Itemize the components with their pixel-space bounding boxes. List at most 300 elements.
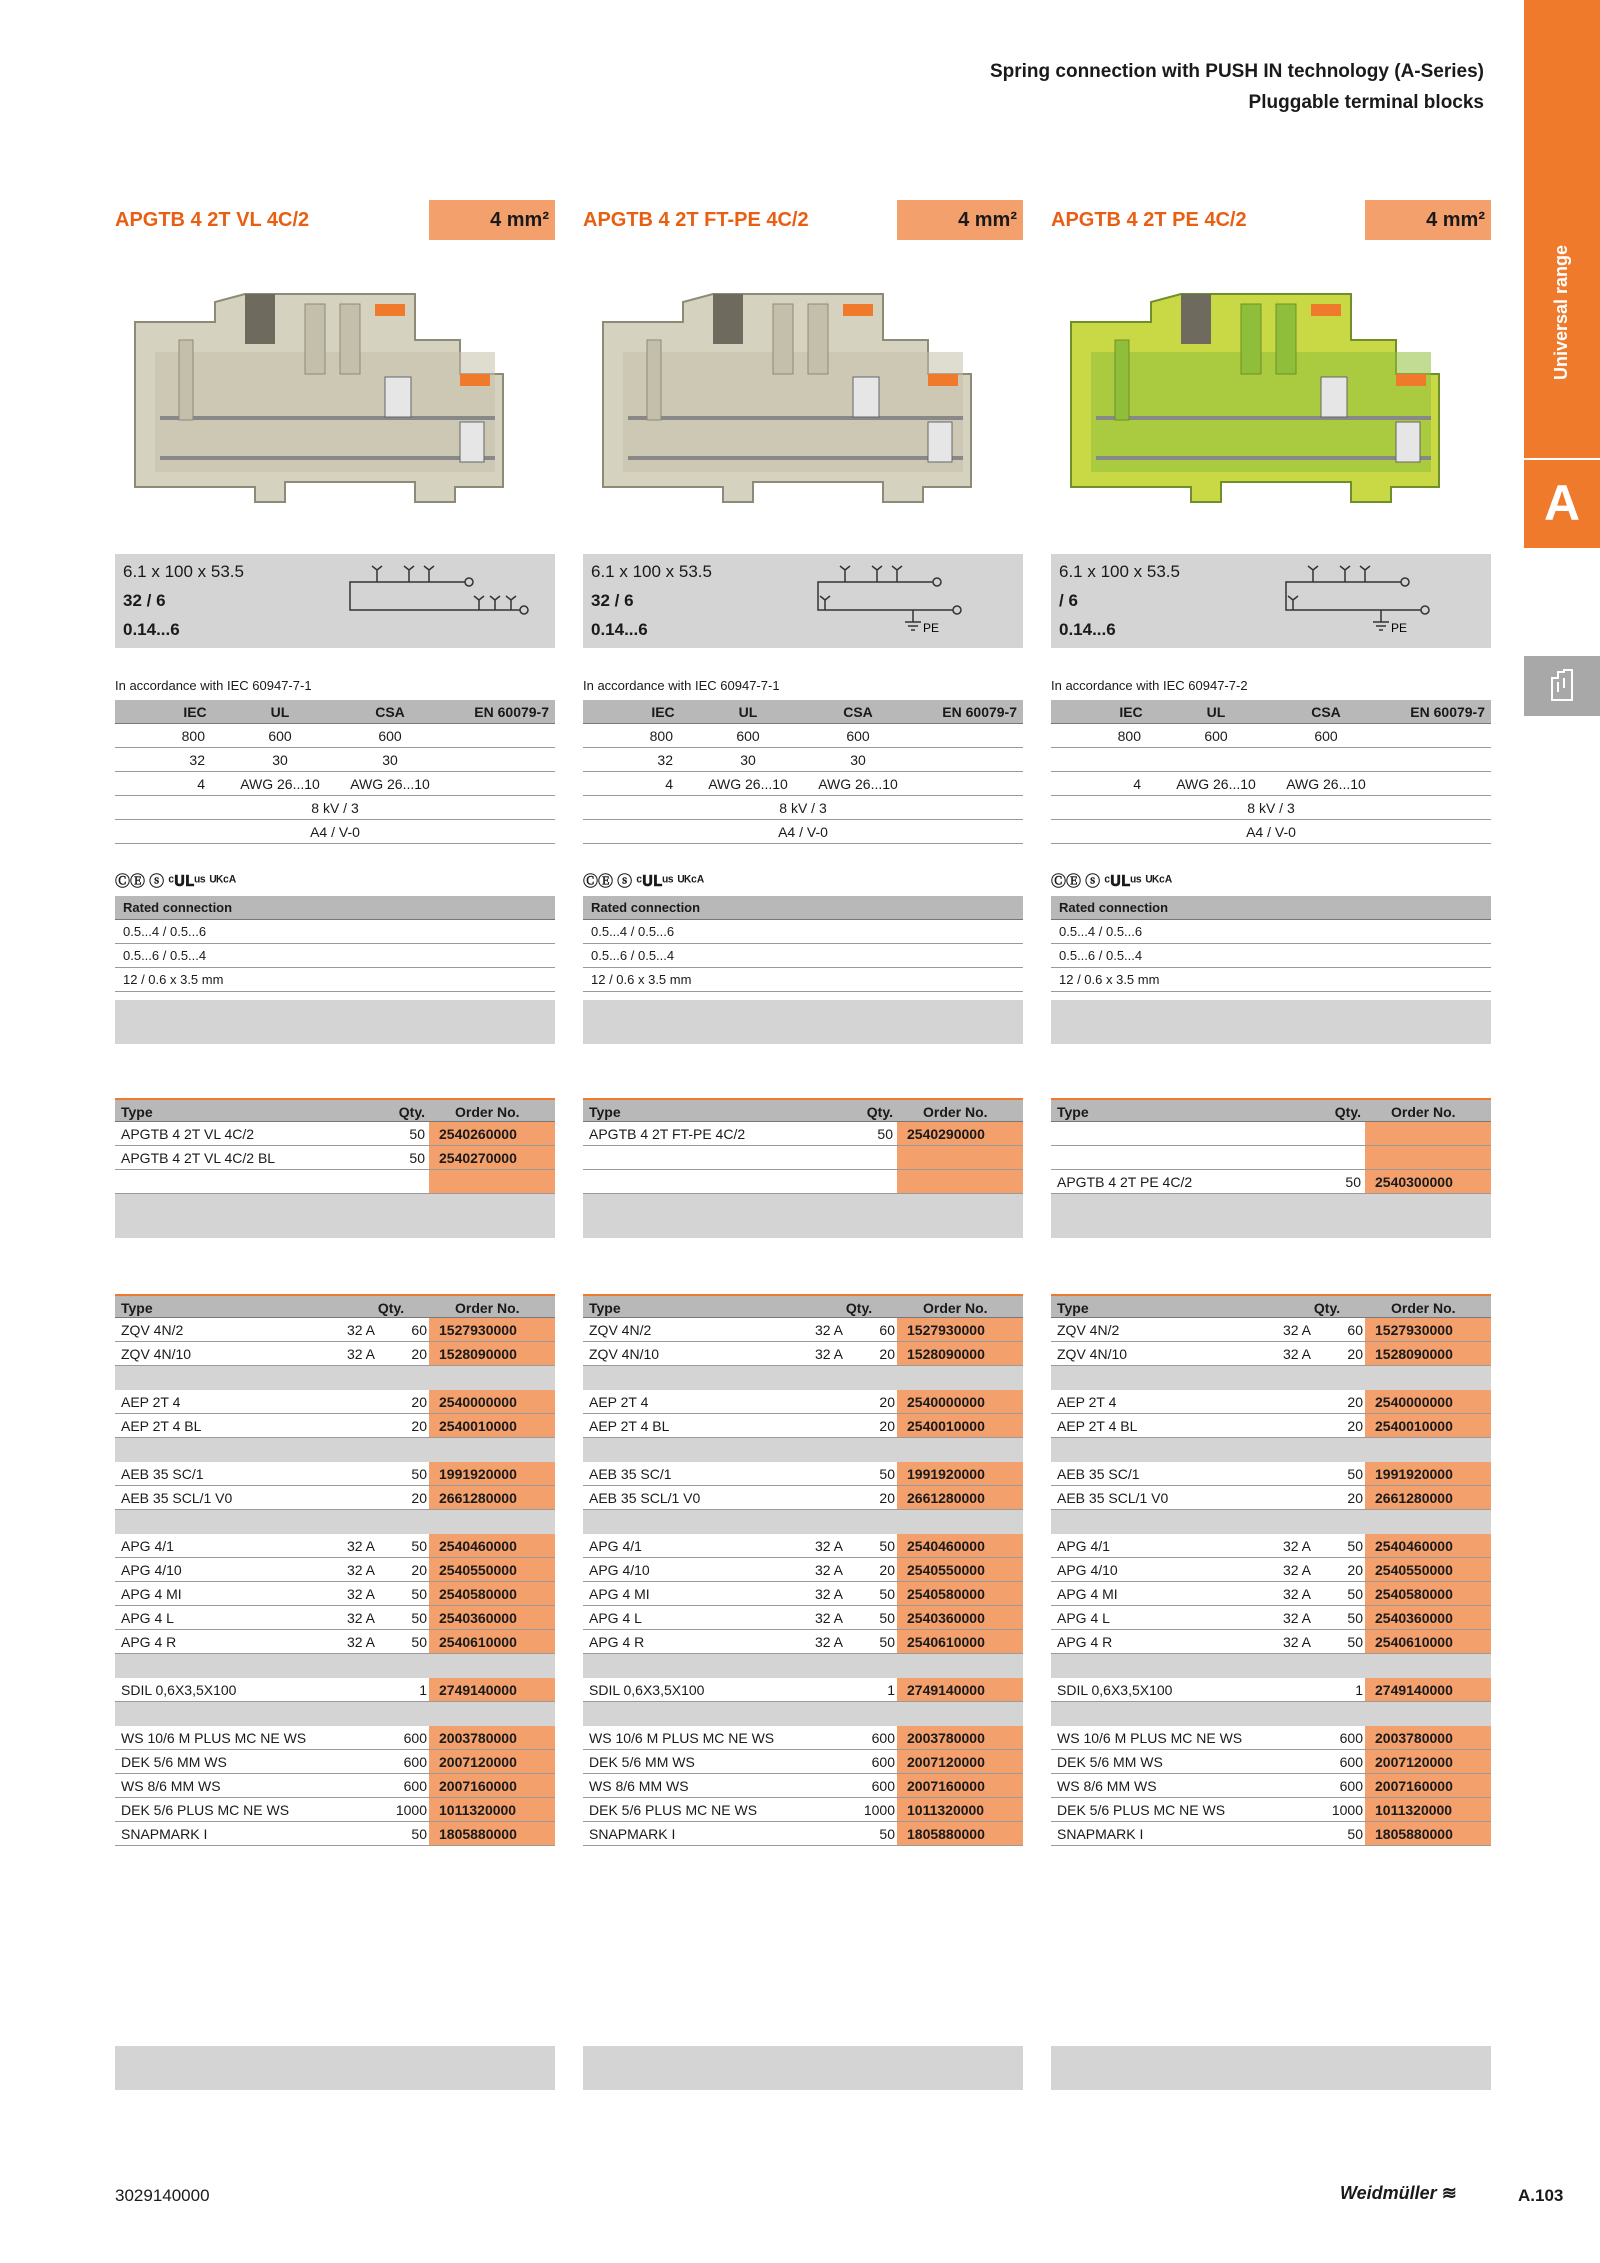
- accessory-order-number[interactable]: 2540010000: [429, 1414, 555, 1437]
- accessory-type: WS 10/6 M PLUS MC NE WS: [589, 1730, 775, 1746]
- accessory-qty: 50: [411, 1826, 427, 1842]
- accessory-qty: 20: [411, 1346, 427, 1362]
- accessory-order-number[interactable]: 2540010000: [897, 1414, 1023, 1437]
- accessory-order-number[interactable]: 2540580000: [1365, 1582, 1491, 1605]
- rated-connection-table: [583, 896, 1023, 992]
- accessory-separator: [115, 1510, 555, 1534]
- accessory-row[interactable]: [1051, 1606, 1491, 1630]
- accessory-row[interactable]: [115, 1414, 555, 1438]
- accessory-qty: 20: [411, 1490, 427, 1506]
- accessory-type: WS 8/6 MM WS: [1057, 1778, 1157, 1794]
- accessory-separator: [1051, 1438, 1491, 1462]
- accessory-type: APG 4 L: [121, 1610, 174, 1626]
- rated-connection-row: 0.5...4 / 0.5...6: [1051, 920, 1491, 944]
- page-number: A.103: [1518, 2186, 1564, 2205]
- accessory-order-number[interactable]: 2749140000: [897, 1678, 1023, 1701]
- accessory-type: DEK 5/6 MM WS: [121, 1754, 227, 1770]
- accessory-order-number[interactable]: 2007120000: [897, 1750, 1023, 1773]
- accessory-row[interactable]: [115, 1462, 555, 1486]
- accessory-order-number[interactable]: 1805880000: [897, 1822, 1023, 1845]
- order-header-type: Type: [121, 1104, 153, 1120]
- rated-connection-header: Rated connection: [115, 896, 555, 920]
- accessory-qty: 20: [879, 1562, 895, 1578]
- order-row[interactable]: [1051, 1146, 1491, 1170]
- accessory-row[interactable]: [1051, 1798, 1491, 1822]
- accessory-type: APG 4 R: [589, 1634, 645, 1650]
- accessory-row[interactable]: [115, 1798, 555, 1822]
- header-line1: Spring connection with PUSH IN technology (A-Series): [989, 61, 1484, 82]
- accessory-order-number[interactable]: 2540580000: [897, 1582, 1023, 1605]
- accessory-row[interactable]: [1051, 1678, 1491, 1702]
- order-row[interactable]: [1051, 1170, 1491, 1194]
- accessory-separator: [115, 1654, 555, 1678]
- accessory-row[interactable]: [1051, 1630, 1491, 1654]
- accessory-order-number[interactable]: 1527930000: [429, 1318, 555, 1341]
- accessory-qty: 600: [403, 1730, 427, 1746]
- ratings-cell: AWG 26...10: [708, 776, 788, 792]
- accessory-row[interactable]: [115, 1558, 555, 1582]
- footer-code: 3029140000: [115, 2186, 210, 2205]
- accessory-row[interactable]: [1051, 1414, 1491, 1438]
- ratings-cell: 30: [382, 752, 398, 768]
- accessory-order-number[interactable]: 2540000000: [1365, 1390, 1491, 1413]
- accessory-order-number[interactable]: 2661280000: [897, 1486, 1023, 1509]
- accessory-current: 32 A: [1282, 1562, 1311, 1578]
- accessory-type: WS 8/6 MM WS: [589, 1778, 689, 1794]
- accessory-order-number[interactable]: 1805880000: [429, 1822, 555, 1845]
- ratings-cell: AWG 26...10: [1176, 776, 1256, 792]
- accessory-qty: 50: [879, 1466, 895, 1482]
- order-header: [115, 1098, 555, 1122]
- accessory-row[interactable]: [115, 1822, 555, 1846]
- accessory-order-number[interactable]: 1011320000: [1365, 1798, 1491, 1821]
- accessory-qty: 20: [879, 1346, 895, 1362]
- accessory-order-number[interactable]: 2007120000: [1365, 1750, 1491, 1773]
- side-letter: A: [1543, 475, 1581, 531]
- order-number[interactable]: 2540270000: [429, 1146, 555, 1169]
- accessory-order-number[interactable]: 2007160000: [1365, 1774, 1491, 1797]
- accessory-row[interactable]: [583, 1750, 1023, 1774]
- accessory-current: 32 A: [814, 1538, 843, 1554]
- order-number[interactable]: [1365, 1122, 1491, 1145]
- accessory-row[interactable]: [583, 1462, 1023, 1486]
- side-section-tab: [1524, 656, 1600, 716]
- accessory-qty: 1000: [395, 1802, 427, 1818]
- accessory-type: AEP 2T 4 BL: [121, 1418, 202, 1434]
- accessory-order-number[interactable]: 1528090000: [429, 1342, 555, 1365]
- accessory-row[interactable]: [1051, 1390, 1491, 1414]
- order-qty: 50: [409, 1126, 425, 1142]
- order-type: APGTB 4 2T FT-PE 4C/2: [589, 1126, 746, 1142]
- rated-connection-row: 0.5...4 / 0.5...6: [583, 920, 1023, 944]
- accessory-order-number[interactable]: 1011320000: [429, 1798, 555, 1821]
- accessory-type: ZQV 4N/2: [589, 1322, 652, 1338]
- ratings-table: [115, 700, 555, 844]
- accessory-type: APG 4/1: [121, 1538, 174, 1554]
- ratings-header-cell: CSA: [375, 704, 405, 720]
- accessory-order-number[interactable]: 2540550000: [1365, 1558, 1491, 1581]
- accessory-current: 32 A: [346, 1586, 375, 1602]
- cross-section-badge: 4 mm²: [429, 200, 555, 240]
- product-image: [583, 282, 1023, 522]
- current-levels: / 6: [1059, 591, 1078, 610]
- accessory-row[interactable]: [583, 1414, 1023, 1438]
- ratings-merged-cell: A4 / V-0: [1246, 824, 1296, 840]
- blank-band: [115, 1000, 555, 1044]
- ratings-row: [115, 724, 555, 748]
- accessory-order-number[interactable]: 2003780000: [897, 1726, 1023, 1749]
- accessory-qty: 600: [403, 1754, 427, 1770]
- pe-label: PE: [1391, 621, 1408, 635]
- ratings-header-cell: IEC: [183, 704, 207, 720]
- accessories-table: [583, 1294, 1023, 1846]
- accessory-qty: 60: [411, 1322, 427, 1338]
- accessory-order-number[interactable]: 2540580000: [429, 1582, 555, 1605]
- accessory-order-number[interactable]: 2749140000: [1365, 1678, 1491, 1701]
- order-number[interactable]: 2540260000: [429, 1122, 555, 1145]
- accessory-row[interactable]: [1051, 1558, 1491, 1582]
- accessory-current: 32 A: [346, 1322, 375, 1338]
- accessory-type: AEP 2T 4 BL: [589, 1418, 670, 1434]
- accessory-current: 32 A: [346, 1346, 375, 1362]
- rated-connection-row: 12 / 0.6 x 3.5 mm: [115, 968, 555, 992]
- rated-connection-row: 12 / 0.6 x 3.5 mm: [1051, 968, 1491, 992]
- accessory-row[interactable]: [115, 1750, 555, 1774]
- accessory-qty: 600: [1339, 1730, 1363, 1746]
- accessory-type: ZQV 4N/10: [589, 1346, 660, 1362]
- ratings-table: [583, 700, 1023, 844]
- accessory-row[interactable]: [1051, 1342, 1491, 1366]
- order-row[interactable]: [1051, 1122, 1491, 1146]
- accessory-row[interactable]: [583, 1774, 1023, 1798]
- accessory-type: SNAPMARK I: [589, 1826, 676, 1842]
- order-header: [1051, 1098, 1491, 1122]
- dimensions: 6.1 x 100 x 53.5: [1059, 562, 1180, 581]
- spec-box: [1051, 554, 1491, 648]
- order-type: APGTB 4 2T VL 4C/2: [121, 1126, 255, 1142]
- accessory-row[interactable]: [115, 1390, 555, 1414]
- order-type: APGTB 4 2T PE 4C/2: [1057, 1174, 1193, 1190]
- accessory-separator: [583, 1654, 1023, 1678]
- accessory-qty: 50: [1347, 1538, 1363, 1554]
- terminal-block-icon: [1550, 668, 1574, 702]
- accessory-type: SNAPMARK I: [1057, 1826, 1144, 1842]
- accessory-qty: 20: [879, 1490, 895, 1506]
- ratings-row-merged: [1051, 796, 1491, 820]
- standard-note: In accordance with IEC 60947-7-1: [583, 678, 780, 693]
- order-header-type: Type: [589, 1104, 621, 1120]
- accessory-type: ZQV 4N/2: [121, 1322, 184, 1338]
- accessory-row[interactable]: [1051, 1750, 1491, 1774]
- accessory-qty: 60: [1347, 1322, 1363, 1338]
- accessory-row[interactable]: [1051, 1318, 1491, 1342]
- order-number[interactable]: [897, 1146, 1023, 1169]
- accessory-qty: 20: [411, 1394, 427, 1410]
- ratings-cell: 600: [846, 728, 870, 744]
- accessory-row[interactable]: [583, 1582, 1023, 1606]
- wiring-diagram: [1261, 560, 1471, 644]
- blank-band: [115, 1194, 555, 1238]
- accessories-table: [1051, 1294, 1491, 1846]
- accessory-order-number[interactable]: 1805880000: [1365, 1822, 1491, 1845]
- accessory-order-number[interactable]: 2749140000: [429, 1678, 555, 1701]
- accessory-separator: [583, 1366, 1023, 1390]
- wiring-diagram: [325, 560, 535, 644]
- order-number[interactable]: 2540300000: [1365, 1170, 1491, 1193]
- accessory-type: AEB 35 SC/1: [121, 1466, 204, 1482]
- accessory-qty: 50: [879, 1826, 895, 1842]
- product-title-bar: [583, 200, 1023, 240]
- ratings-cell: 600: [736, 728, 760, 744]
- ratings-row: [115, 772, 555, 796]
- acc-header-type: Type: [589, 1300, 621, 1316]
- accessory-row[interactable]: [115, 1318, 555, 1342]
- accessory-row[interactable]: [115, 1726, 555, 1750]
- dimensions: 6.1 x 100 x 53.5: [123, 562, 244, 581]
- order-row[interactable]: [583, 1146, 1023, 1170]
- accessory-order-number[interactable]: 2540550000: [897, 1558, 1023, 1581]
- accessory-order-number[interactable]: 2540610000: [429, 1630, 555, 1653]
- order-row[interactable]: [583, 1122, 1023, 1146]
- ratings-cell: 800: [1117, 728, 1141, 744]
- accessory-row[interactable]: [583, 1534, 1023, 1558]
- accessory-order-number[interactable]: 1991920000: [897, 1462, 1023, 1485]
- accessory-current: 32 A: [1282, 1586, 1311, 1602]
- blank-band: [1051, 1000, 1491, 1044]
- certification-icons: ⒸⒺ ⓢ ᶜ𝐔𝐋ᵘˢ ᵁᴷᶜᴬ: [583, 873, 705, 890]
- accessory-current: 32 A: [814, 1586, 843, 1602]
- accessory-qty: 50: [411, 1586, 427, 1602]
- accessory-order-number[interactable]: 2540610000: [897, 1630, 1023, 1653]
- accessory-row[interactable]: [1051, 1774, 1491, 1798]
- accessory-order-number[interactable]: 2540360000: [1365, 1606, 1491, 1629]
- accessory-qty: 50: [1347, 1610, 1363, 1626]
- accessory-row[interactable]: [583, 1630, 1023, 1654]
- accessory-qty: 600: [1339, 1778, 1363, 1794]
- accessory-row[interactable]: [115, 1630, 555, 1654]
- acc-header-qty: Qty.: [1313, 1300, 1341, 1316]
- accessory-order-number[interactable]: 1528090000: [1365, 1342, 1491, 1365]
- acc-header-qty: Qty.: [377, 1300, 405, 1316]
- rated-connection-table: [1051, 896, 1491, 992]
- ratings-row-merged: [1051, 820, 1491, 844]
- accessory-type: DEK 5/6 PLUS MC NE WS: [121, 1802, 290, 1818]
- accessory-qty: 50: [1347, 1634, 1363, 1650]
- ratings-row-merged: [583, 796, 1023, 820]
- accessory-row[interactable]: [583, 1726, 1023, 1750]
- accessory-order-number[interactable]: 1527930000: [1365, 1318, 1491, 1341]
- page-header: [990, 56, 1484, 118]
- accessory-order-number[interactable]: 2003780000: [429, 1726, 555, 1749]
- accessory-qty: 20: [1347, 1490, 1363, 1506]
- accessory-current: 32 A: [1282, 1634, 1311, 1650]
- accessory-order-number[interactable]: 2540000000: [429, 1390, 555, 1413]
- accessory-order-number[interactable]: 2540610000: [1365, 1630, 1491, 1653]
- accessory-order-number[interactable]: 2007160000: [429, 1774, 555, 1797]
- accessory-qty: 600: [403, 1778, 427, 1794]
- ratings-header-cell: UL: [738, 704, 758, 720]
- accessory-qty: 20: [1347, 1394, 1363, 1410]
- accessory-row[interactable]: [583, 1606, 1023, 1630]
- accessory-qty: 50: [411, 1634, 427, 1650]
- cross-section-badge: 4 mm²: [1365, 200, 1491, 240]
- ratings-header-cell: EN 60079-7: [474, 704, 549, 720]
- pe-label: PE: [923, 621, 940, 635]
- accessory-order-number[interactable]: 2540000000: [897, 1390, 1023, 1413]
- standard-note: In accordance with IEC 60947-7-2: [1051, 678, 1248, 693]
- accessory-order-number[interactable]: 2540460000: [429, 1534, 555, 1557]
- accessory-row[interactable]: [115, 1534, 555, 1558]
- ratings-cell: 600: [1314, 728, 1338, 744]
- accessory-qty: 1: [419, 1682, 427, 1698]
- order-number[interactable]: 2540290000: [897, 1122, 1023, 1145]
- accessory-current: 32 A: [814, 1562, 843, 1578]
- accessory-current: 32 A: [814, 1634, 843, 1650]
- accessory-qty: 20: [879, 1394, 895, 1410]
- accessory-order-number[interactable]: 1527930000: [897, 1318, 1023, 1341]
- ratings-row-merged: [115, 820, 555, 844]
- accessory-row[interactable]: [583, 1390, 1023, 1414]
- current-levels: 32 / 6: [591, 591, 634, 610]
- accessory-order-number[interactable]: 1528090000: [897, 1342, 1023, 1365]
- accessory-row[interactable]: [1051, 1822, 1491, 1846]
- accessory-current: 32 A: [1282, 1346, 1311, 1362]
- accessory-row[interactable]: [1051, 1486, 1491, 1510]
- rated-connection-header: Rated connection: [1051, 896, 1491, 920]
- accessory-order-number[interactable]: 2661280000: [1365, 1486, 1491, 1509]
- accessory-type: AEP 2T 4: [589, 1394, 649, 1410]
- accessory-order-number[interactable]: 2003780000: [1365, 1726, 1491, 1749]
- order-header-type: Type: [1057, 1104, 1089, 1120]
- ratings-merged-cell: A4 / V-0: [310, 824, 360, 840]
- accessory-qty: 1: [1355, 1682, 1363, 1698]
- accessory-qty: 60: [879, 1322, 895, 1338]
- product-name: APGTB 4 2T FT-PE 4C/2: [583, 209, 809, 231]
- spec-box: [115, 554, 555, 648]
- accessory-qty: 50: [879, 1538, 895, 1554]
- accessory-order-number[interactable]: 2540460000: [897, 1534, 1023, 1557]
- ratings-cell: 32: [189, 752, 205, 768]
- rated-connection-row: 0.5...6 / 0.5...4: [115, 944, 555, 968]
- accessory-current: 32 A: [346, 1562, 375, 1578]
- accessory-order-number[interactable]: 2540360000: [897, 1606, 1023, 1629]
- accessory-type: APG 4/1: [1057, 1538, 1110, 1554]
- accessory-row[interactable]: [115, 1606, 555, 1630]
- ratings-merged-cell: 8 kV / 3: [311, 800, 359, 816]
- ratings-header-cell: EN 60079-7: [1410, 704, 1485, 720]
- accessory-row[interactable]: [583, 1558, 1023, 1582]
- accessory-qty: 50: [411, 1466, 427, 1482]
- accessory-type: DEK 5/6 MM WS: [1057, 1754, 1163, 1770]
- accessory-row[interactable]: [583, 1342, 1023, 1366]
- wire-range: 0.14...6: [123, 620, 180, 639]
- accessory-current: 32 A: [814, 1346, 843, 1362]
- accessory-row[interactable]: [115, 1342, 555, 1366]
- ratings-row-merged: [115, 796, 555, 820]
- accessory-row[interactable]: [1051, 1534, 1491, 1558]
- accessory-row[interactable]: [583, 1486, 1023, 1510]
- ratings-cell: 600: [1204, 728, 1228, 744]
- accessory-row[interactable]: [1051, 1726, 1491, 1750]
- accessory-row[interactable]: [1051, 1582, 1491, 1606]
- order-row[interactable]: [115, 1122, 555, 1146]
- order-row[interactable]: [115, 1170, 555, 1194]
- accessory-type: APG 4/10: [121, 1562, 182, 1578]
- order-row[interactable]: [583, 1170, 1023, 1194]
- order-number[interactable]: [429, 1170, 555, 1193]
- accessory-qty: 50: [879, 1610, 895, 1626]
- accessory-order-number[interactable]: 2007160000: [897, 1774, 1023, 1797]
- accessory-qty: 1000: [1331, 1802, 1363, 1818]
- accessory-row[interactable]: [115, 1774, 555, 1798]
- accessory-order-number[interactable]: 1991920000: [1365, 1462, 1491, 1485]
- order-table: [583, 1098, 1023, 1194]
- accessory-qty: 20: [879, 1418, 895, 1434]
- accessory-order-number[interactable]: 2540550000: [429, 1558, 555, 1581]
- accessory-order-number[interactable]: 2661280000: [429, 1486, 555, 1509]
- rated-connection-header: Rated connection: [583, 896, 1023, 920]
- accessory-type: AEB 35 SCL/1 V0: [589, 1490, 701, 1506]
- accessories-header: [583, 1294, 1023, 1318]
- approval-marks: [1051, 870, 1491, 890]
- order-header-qty: Qty.: [866, 1104, 893, 1120]
- accessory-type: WS 8/6 MM WS: [121, 1778, 221, 1794]
- accessory-current: 32 A: [1282, 1322, 1311, 1338]
- accessory-row[interactable]: [583, 1678, 1023, 1702]
- accessory-row[interactable]: [115, 1582, 555, 1606]
- accessory-type: APG 4/1: [589, 1538, 642, 1554]
- accessory-type: WS 10/6 M PLUS MC NE WS: [121, 1730, 307, 1746]
- accessory-row[interactable]: [1051, 1462, 1491, 1486]
- ratings-cell: 30: [272, 752, 288, 768]
- side-range-label: Universal range: [1551, 244, 1572, 381]
- accessory-row[interactable]: [583, 1318, 1023, 1342]
- accessory-qty: 20: [1347, 1562, 1363, 1578]
- accessory-row[interactable]: [583, 1798, 1023, 1822]
- accessory-order-number[interactable]: 2540460000: [1365, 1534, 1491, 1557]
- order-row[interactable]: [115, 1146, 555, 1170]
- accessory-row[interactable]: [115, 1486, 555, 1510]
- order-number[interactable]: [1365, 1146, 1491, 1169]
- accessory-qty: 50: [1347, 1586, 1363, 1602]
- accessory-type: APG 4 MI: [121, 1586, 182, 1602]
- accessory-row[interactable]: [583, 1822, 1023, 1846]
- acc-header-type: Type: [121, 1300, 153, 1316]
- accessory-order-number[interactable]: 2540360000: [429, 1606, 555, 1629]
- approval-marks: [115, 870, 555, 890]
- order-qty: 50: [877, 1126, 893, 1142]
- accessory-current: 32 A: [346, 1610, 375, 1626]
- accessories-header: [1051, 1294, 1491, 1318]
- product-image: [1051, 282, 1491, 522]
- cross-section-badge: 4 mm²: [897, 200, 1023, 240]
- accessory-qty: 600: [871, 1730, 895, 1746]
- rated-connection-row: 12 / 0.6 x 3.5 mm: [583, 968, 1023, 992]
- header-line2: Pluggable terminal blocks: [1248, 92, 1484, 113]
- accessory-order-number[interactable]: 1991920000: [429, 1462, 555, 1485]
- accessory-type: AEB 35 SCL/1 V0: [121, 1490, 233, 1506]
- accessory-order-number[interactable]: 2540010000: [1365, 1414, 1491, 1437]
- order-qty: 50: [409, 1150, 425, 1166]
- accessory-row[interactable]: [115, 1678, 555, 1702]
- accessory-order-number[interactable]: 1011320000: [897, 1798, 1023, 1821]
- order-number[interactable]: [897, 1170, 1023, 1193]
- rated-connection-row: 0.5...4 / 0.5...6: [115, 920, 555, 944]
- accessory-order-number[interactable]: 2007120000: [429, 1750, 555, 1773]
- accessory-separator: [1051, 1366, 1491, 1390]
- ratings-row: [583, 748, 1023, 772]
- accessory-qty: 20: [1347, 1418, 1363, 1434]
